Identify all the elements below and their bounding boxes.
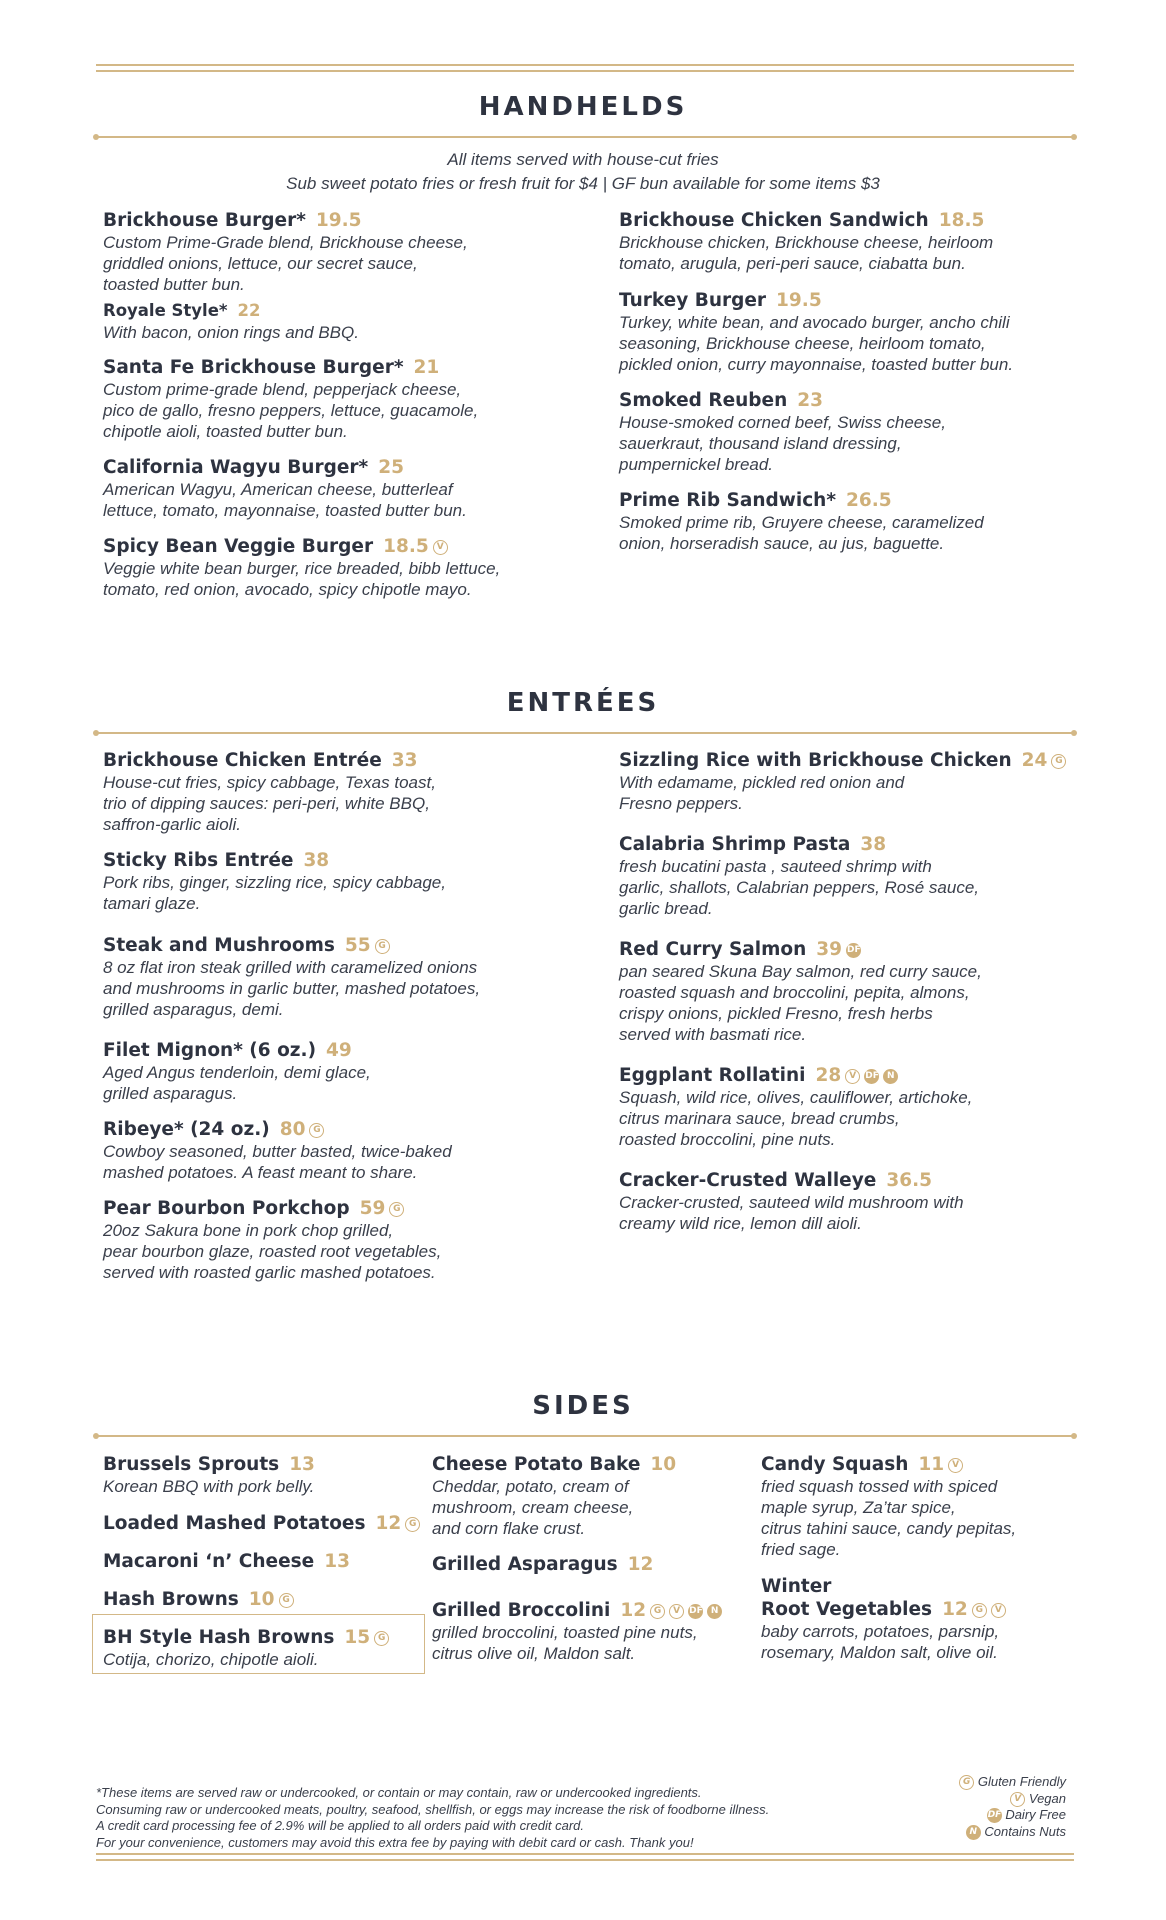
item-desc: maple syrup, Za’tar spice, xyxy=(761,1498,956,1517)
menu-item xyxy=(619,389,946,475)
menu-item xyxy=(103,849,446,914)
item-desc: Cowboy seasoned, butter basted, twice-baked xyxy=(103,1142,452,1161)
item-price: 19.5 xyxy=(776,290,822,311)
item-name: Eggplant Rollatini xyxy=(619,1065,806,1086)
item-name: Brickhouse Burger* xyxy=(103,210,306,231)
menu-item xyxy=(103,1626,389,1670)
item-desc: onion, horseradish sauce, au jus, baguette. xyxy=(619,534,945,553)
item-price: 12 xyxy=(942,1599,968,1620)
item-price: 33 xyxy=(391,750,418,771)
menu-item xyxy=(103,1512,420,1535)
vegan-icon: V xyxy=(948,1458,963,1473)
item-desc: Aged Angus tenderloin, demi glace, xyxy=(103,1063,371,1082)
item-desc: grilled broccolini, toasted pine nuts, xyxy=(432,1623,698,1642)
item-name: Root Vegetables xyxy=(761,1599,933,1620)
item-desc: House-cut fries, spicy cabbage, Texas toast, xyxy=(103,773,436,792)
menu-item xyxy=(103,299,359,343)
menu-item xyxy=(432,1453,676,1539)
gluten-friendly-icon: G xyxy=(959,1775,974,1790)
item-name: Royale Style* xyxy=(103,301,228,320)
bottom-rule-2 xyxy=(96,1859,1074,1861)
item-name: Winter xyxy=(761,1576,832,1597)
top-rule-2 xyxy=(96,70,1074,72)
item-price: 39 xyxy=(816,939,843,960)
item-desc: pico de gallo, fresno peppers, lettuce, guacamole, xyxy=(103,401,479,420)
section-title-sides: SIDES xyxy=(532,1391,634,1421)
item-price: 25 xyxy=(378,457,404,478)
item-desc: fried sage. xyxy=(761,1540,841,1559)
item-price: 13 xyxy=(289,1454,315,1475)
item-price: 12 xyxy=(375,1513,402,1534)
item-desc: baby carrots, potatoes, parsnip, xyxy=(761,1622,1000,1641)
item-desc: American Wagyu, American cheese, butterleaf xyxy=(103,480,453,499)
item-price: 23 xyxy=(797,390,824,411)
item-desc: saffron-garlic aioli. xyxy=(103,815,241,834)
menu-item xyxy=(103,1453,315,1497)
section-title-handhelds: HANDHELDS xyxy=(478,92,688,122)
gluten-friendly-icon: G xyxy=(389,1202,404,1217)
item-price: 26.5 xyxy=(846,490,892,511)
item-price: 10 xyxy=(248,1589,275,1610)
item-name: Prime Rib Sandwich* xyxy=(619,490,837,511)
vegan-icon: V xyxy=(1010,1792,1025,1807)
sides-rule xyxy=(96,1435,1074,1437)
item-price: 80 xyxy=(279,1119,306,1140)
item-desc: tamari glaze. xyxy=(103,894,201,913)
bottom-rule xyxy=(96,1853,1074,1855)
item-desc: rosemary, Maldon salt, olive oil. xyxy=(761,1643,998,1662)
item-desc: Brickhouse chicken, Brickhouse cheese, heirloom xyxy=(619,233,994,252)
gluten-friendly-icon: G xyxy=(374,1631,389,1646)
legend-label: Vegan xyxy=(1028,1790,1066,1806)
item-desc: citrus tahini sauce, candy pepitas, xyxy=(761,1519,1017,1538)
item-price: 21 xyxy=(413,357,440,378)
item-price: 36.5 xyxy=(886,1170,932,1191)
item-name: Filet Mignon* (6 oz.) xyxy=(103,1040,317,1061)
item-price: 24 xyxy=(1021,750,1048,771)
vegan-icon: V xyxy=(991,1603,1006,1618)
item-desc: toasted butter bun. xyxy=(103,275,245,294)
item-desc: creamy wild rice, lemon dill aioli. xyxy=(619,1214,862,1233)
item-desc: trio of dipping sauces: peri-peri, white BBQ, xyxy=(103,794,430,813)
item-name: California Wagyu Burger* xyxy=(103,457,369,478)
item-name: Steak and Mushrooms xyxy=(103,935,335,956)
dairy-free-icon: DF xyxy=(846,943,861,958)
item-desc: Turkey, white bean, and avocado burger, ancho chili xyxy=(619,313,1010,332)
menu-item xyxy=(761,1575,1006,1663)
menu-item xyxy=(103,1197,441,1283)
item-desc: seasoning, Brickhouse cheese, heirloom tomato, xyxy=(619,334,986,353)
item-desc: garlic bread. xyxy=(619,899,713,918)
item-desc: 8 oz flat iron steak grilled with caramelized onions xyxy=(103,958,478,977)
item-name: Loaded Mashed Potatoes xyxy=(103,1513,366,1534)
menu-item xyxy=(103,209,468,295)
handhelds-note: Sub sweet potato fries or fresh fruit for $4 | GF bun available for some items $3 xyxy=(286,174,880,193)
item-desc: fresh bucatini pasta , sauteed shrimp with xyxy=(619,857,932,876)
item-price: 13 xyxy=(324,1551,350,1572)
item-desc: House-smoked corned beef, Swiss cheese, xyxy=(619,413,946,432)
item-name: Candy Squash xyxy=(761,1454,909,1475)
item-desc: Veggie white bean burger, rice breaded, bibb lettuce, xyxy=(103,559,501,578)
menu-item xyxy=(619,1169,964,1234)
item-name: Cheese Potato Bake xyxy=(432,1454,641,1475)
menu-item xyxy=(619,289,1013,375)
item-name: Brickhouse Chicken Sandwich xyxy=(619,210,929,231)
menu-item xyxy=(619,938,982,1045)
gluten-friendly-icon: G xyxy=(972,1603,987,1618)
menu-item xyxy=(103,934,480,1020)
handhelds-rule xyxy=(96,136,1074,138)
item-price: 19.5 xyxy=(315,210,362,231)
item-price: 11 xyxy=(918,1454,945,1475)
item-desc: roasted squash and broccolini, pepita, almons, xyxy=(619,983,970,1002)
item-desc: Custom Prime-Grade blend, Brickhouse cheese, xyxy=(103,233,468,252)
item-name: Santa Fe Brickhouse Burger* xyxy=(103,357,404,378)
footer-disclaimer xyxy=(96,1785,769,1851)
legend-label: Dairy Free xyxy=(1005,1807,1066,1822)
item-desc: grilled asparagus, demi. xyxy=(103,1000,284,1019)
item-desc: tomato, red onion, avocado, spicy chipotle mayo. xyxy=(103,580,472,599)
item-name: Brickhouse Chicken Entrée xyxy=(103,750,382,771)
item-desc: fried squash tossed with spiced xyxy=(761,1477,998,1496)
item-desc: Pork ribs, ginger, sizzling rice, spicy cabbage, xyxy=(103,873,446,892)
menu-item xyxy=(432,1599,722,1664)
footer-line: *These items are served raw or undercooked, or contain or may contain, raw or undercooked ingredients. xyxy=(96,1785,702,1800)
item-name: Hash Browns xyxy=(103,1589,239,1610)
top-rule xyxy=(96,64,1074,66)
dairy-free-icon: DF xyxy=(688,1604,703,1619)
item-desc: tomato, arugula, peri-peri sauce, ciabatta bun. xyxy=(619,254,966,273)
menu-item xyxy=(432,1553,653,1576)
item-desc: roasted broccolini, pine nuts. xyxy=(619,1130,836,1149)
menu-item xyxy=(103,749,436,835)
gluten-friendly-icon: G xyxy=(375,939,390,954)
item-desc: pumpernickel bread. xyxy=(619,455,774,474)
item-name: Spicy Bean Veggie Burger xyxy=(103,536,374,557)
item-desc: Fresno peppers. xyxy=(619,794,743,813)
item-desc: Cracker-crusted, sauteed wild mushroom with xyxy=(619,1193,964,1212)
item-name: Brussels Sprouts xyxy=(103,1454,280,1475)
menu-item xyxy=(619,209,993,274)
vegan-icon: V xyxy=(845,1069,860,1084)
item-desc: served with basmati rice. xyxy=(619,1025,807,1044)
item-name: BH Style Hash Browns xyxy=(103,1627,335,1648)
item-price: 49 xyxy=(326,1040,352,1061)
item-desc: served with roasted garlic mashed potatoes. xyxy=(103,1263,436,1282)
item-desc: With bacon, onion rings and BBQ. xyxy=(103,323,359,342)
item-desc: With edamame, pickled red onion and xyxy=(619,773,905,792)
item-name: Grilled Asparagus xyxy=(432,1554,618,1575)
menu-item xyxy=(103,1588,294,1611)
gluten-friendly-icon: G xyxy=(1051,754,1066,769)
item-desc: grilled asparagus. xyxy=(103,1084,238,1103)
item-desc: Korean BBQ with pork belly. xyxy=(103,1477,315,1496)
item-desc: citrus marinara sauce, bread crumbs, xyxy=(619,1109,900,1128)
item-price: 22 xyxy=(237,301,261,320)
menu-item xyxy=(761,1453,1016,1560)
item-price: 18.5 xyxy=(938,210,985,231)
section-title-entrees: ENTRÉES xyxy=(506,688,660,718)
item-desc: pan seared Skuna Bay salmon, red curry sauce, xyxy=(619,962,982,981)
item-desc: Cotija, chorizo, chipotle aioli. xyxy=(103,1650,319,1669)
item-price: 10 xyxy=(650,1454,677,1475)
handhelds-note: All items served with house-cut fries xyxy=(447,150,719,169)
item-desc: 20oz Sakura bone in pork chop grilled, xyxy=(103,1221,394,1240)
contains-nuts-icon: N xyxy=(966,1825,981,1840)
item-desc: Custom prime-grade blend, pepperjack cheese, xyxy=(103,380,462,399)
item-desc: and mushrooms in garlic butter, mashed potatoes, xyxy=(103,979,481,998)
item-desc: pickled onion, curry mayonnaise, toasted butter bun. xyxy=(619,355,1014,374)
menu-item xyxy=(619,489,984,554)
item-desc: and corn flake crust. xyxy=(432,1519,586,1538)
item-name: Cracker-Crusted Walleye xyxy=(619,1170,877,1191)
footer-line: For your convenience, customers may avoid this extra fee by paying with debit card or cash. Thank you! xyxy=(96,1834,694,1850)
item-desc: crispy onions, pickled Fresno, fresh herbs xyxy=(619,1004,933,1023)
item-name: Sizzling Rice with Brickhouse Chicken xyxy=(619,750,1012,771)
item-name: Grilled Broccolini xyxy=(432,1600,611,1621)
item-desc: citrus olive oil, Maldon salt. xyxy=(432,1644,636,1663)
footer-line: Consuming raw or undercooked meats, poultry, seafood, shellfish, or eggs may increase the risk of foodborne illness. xyxy=(96,1801,770,1817)
menu-item xyxy=(103,1118,452,1183)
item-price: 38 xyxy=(860,834,887,855)
menu-item xyxy=(103,1550,350,1573)
menu-item xyxy=(103,356,478,442)
vegan-icon: V xyxy=(433,540,448,555)
item-desc: mashed potatoes. A feast meant to share. xyxy=(103,1163,418,1182)
item-desc: Cheddar, potato, cream of xyxy=(432,1477,629,1496)
menu-item xyxy=(103,1039,371,1104)
item-name: Smoked Reuben xyxy=(619,390,788,411)
entrees-rule xyxy=(96,732,1074,734)
contains-nuts-icon: N xyxy=(707,1604,722,1619)
icon-legend xyxy=(955,1774,1066,1840)
dairy-free-icon: DF xyxy=(864,1069,879,1084)
menu-item xyxy=(103,535,500,600)
item-name: Calabria Shrimp Pasta xyxy=(619,834,851,855)
item-desc: Smoked prime rib, Gruyere cheese, caramelized xyxy=(619,513,984,532)
gluten-friendly-icon: G xyxy=(650,1604,665,1619)
item-desc: lettuce, tomato, mayonnaise, toasted butter bun. xyxy=(103,501,467,520)
gluten-friendly-icon: G xyxy=(405,1517,420,1532)
item-desc: pear bourbon glaze, roasted root vegetables, xyxy=(103,1242,442,1261)
item-price: 12 xyxy=(627,1554,654,1575)
item-name: Sticky Ribs Entrée xyxy=(103,850,294,871)
menu-item xyxy=(619,749,1066,814)
item-name: Red Curry Salmon xyxy=(619,939,807,960)
item-price: 28 xyxy=(815,1065,842,1086)
footer-line: A credit card processing fee of 2.9% will be applied to all orders paid with credit card. xyxy=(96,1818,584,1833)
item-desc: sauerkraut, thousand island dressing, xyxy=(619,434,902,453)
menu-item xyxy=(619,833,979,919)
item-name: Turkey Burger xyxy=(619,290,767,311)
gluten-friendly-icon: G xyxy=(279,1593,294,1608)
legend-label: Contains Nuts xyxy=(984,1823,1066,1839)
item-price: 38 xyxy=(303,850,330,871)
menu-item xyxy=(103,456,467,521)
item-name: Pear Bourbon Porkchop xyxy=(103,1198,350,1219)
item-price: 12 xyxy=(620,1600,647,1621)
item-desc: chipotle aioli, toasted butter bun. xyxy=(103,422,348,441)
legend-label: Gluten Friendly xyxy=(977,1774,1066,1789)
item-price: 18.5 xyxy=(383,536,429,557)
contains-nuts-icon: N xyxy=(883,1069,898,1084)
item-name: Macaroni ‘n’ Cheese xyxy=(103,1551,315,1572)
gluten-friendly-icon: G xyxy=(309,1123,324,1138)
item-name: Ribeye* (24 oz.) xyxy=(103,1119,270,1140)
dairy-free-icon: DF xyxy=(987,1808,1002,1823)
item-price: 59 xyxy=(359,1198,386,1219)
item-price: 15 xyxy=(344,1627,371,1648)
item-desc: mushroom, cream cheese, xyxy=(432,1498,634,1517)
item-desc: griddled onions, lettuce, our secret sauce, xyxy=(103,254,418,273)
item-desc: Squash, wild rice, olives, cauliflower, artichoke, xyxy=(619,1088,973,1107)
menu-item xyxy=(619,1064,972,1150)
item-price: 55 xyxy=(344,935,371,956)
vegan-icon: V xyxy=(669,1604,684,1619)
item-desc: garlic, shallots, Calabrian peppers, Rosé sauce, xyxy=(619,878,980,897)
